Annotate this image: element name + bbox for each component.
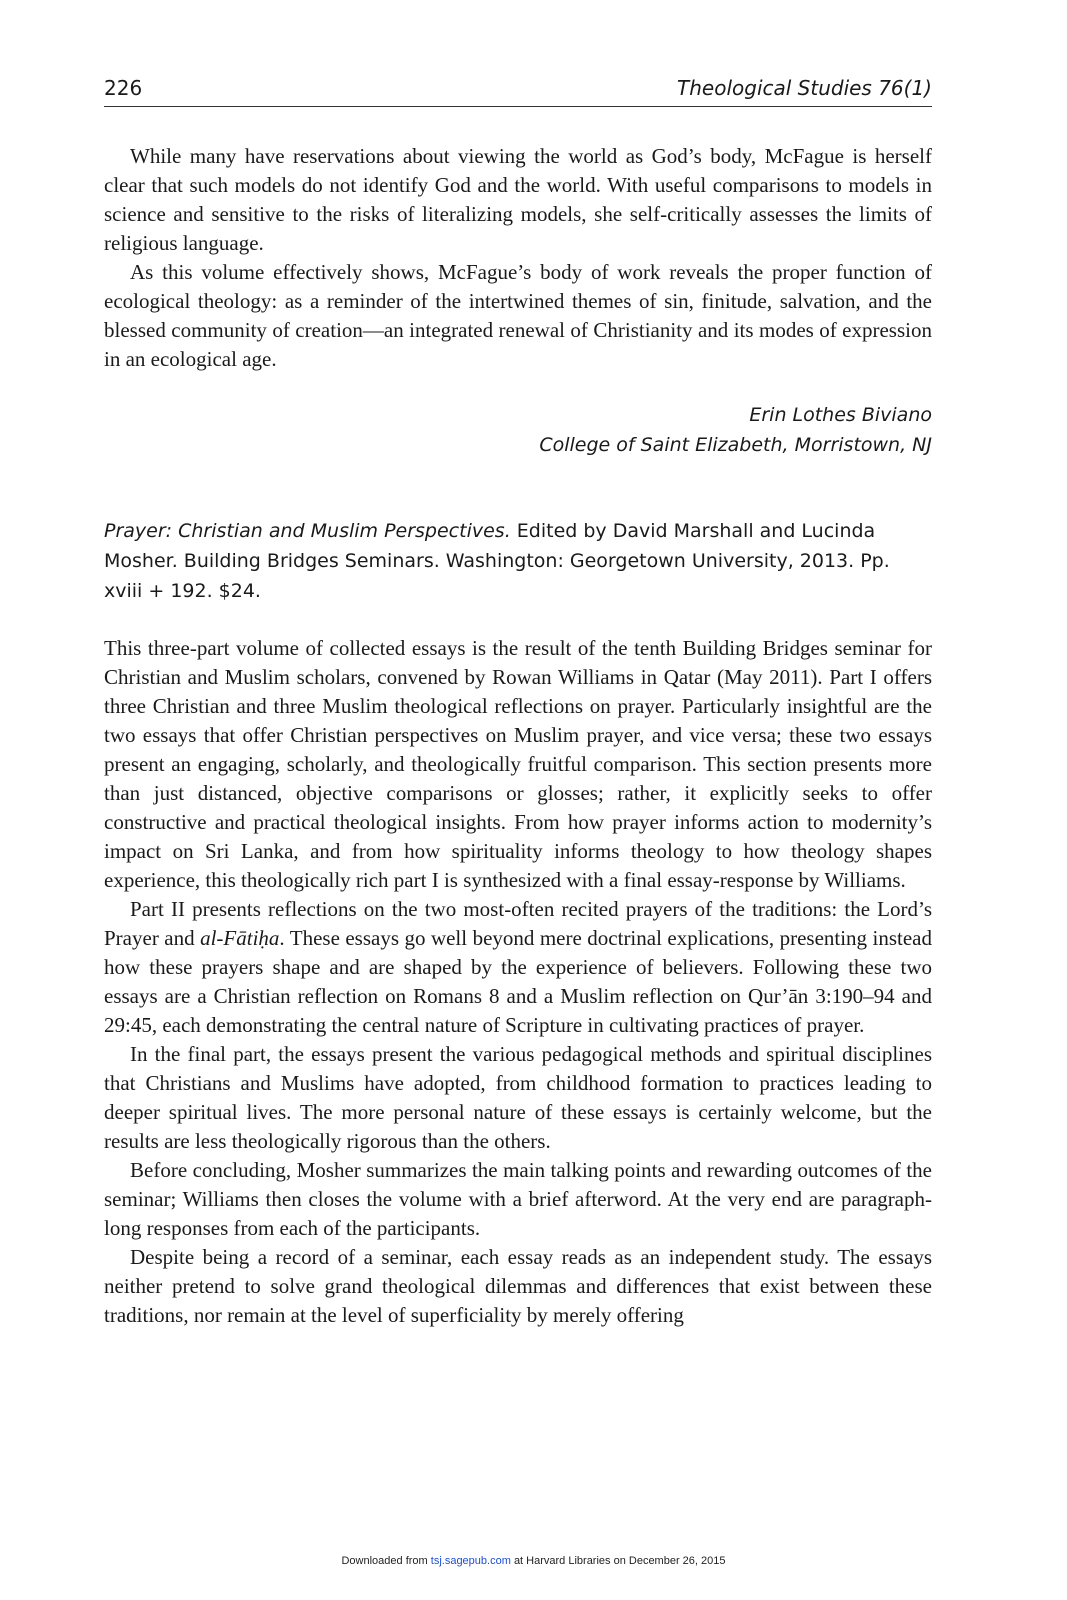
citation-details: Edited by David Marshall and Lucinda Mosher. Building Bridges Seminars. Washington: Georgetown University, 2013. Pp. xviii + 192. $24. bbox=[104, 520, 890, 602]
italic-term: al-Fātiḥa bbox=[200, 926, 280, 950]
book-citation bbox=[104, 516, 932, 606]
paragraph: As this volume effectively shows, McFague’s body of work reveals the proper function of ecological theology: as a reminder of the intertwined themes of sin, finitude, salvation, and the blessed community of creation—an integrated renewal of Christianity and its modes of expression in an ecological age. bbox=[104, 260, 932, 371]
page-number: 226 bbox=[104, 76, 143, 100]
paragraph: Part II presents reflections on the two most-often recited prayers of the traditions: the Lord’s Prayer and al-Fātiḥa. These essays go well beyond mere doctrinal explications, presenting instead how these prayers shape and are shaped by the experience of believers. Following these two essays are a Christian reflection on Romans 8 and a Muslim reflection on Qur’ān 3:190–94 and 29:45, each demonstrating the central nature of Scripture in cultivating practices of prayer. bbox=[104, 897, 933, 1037]
paragraph: While many have reservations about viewing the world as God’s body, McFague is herself clear that such models do not identify God and the world. With useful comparisons to models in science and sensitive to the risks of literalizing models, she self-critically assesses the limits of religious language. bbox=[104, 144, 932, 255]
reviewer-affiliation: College of Saint Elizabeth, Morristown, NJ bbox=[539, 434, 932, 456]
paragraph: This three-part volume of collected essays is the result of the tenth Building Bridges seminar for Christian and Muslim scholars, convened by Rowan Williams in Qatar (May 2011). Part I offers three Christian and three Muslim theological reflections on prayer. Particularly insightful are the two essays that offer Christian perspectives on Muslim prayer, and vice versa; these two essays present an engaging, scholarly, and theologically fruitful comparison. This section presents more than just distanced, objective comparisons or glosses; rather, it explicitly seeks to offer constructive and practical theological insights. From how prayer informs action to modernity’s impact on Sri Lanka, and from how spirituality informs theology to how theology shapes experience, this theologically rich part I is synthesized with a final essay-response by Williams. bbox=[104, 636, 932, 892]
book-title: Prayer: Christian and Muslim Perspectives. bbox=[104, 520, 511, 542]
paragraph: Before concluding, Mosher summarizes the main talking points and rewarding outcomes of the seminar; Williams then closes the volume with a brief afterword. At the very end are paragraph-long responses from each of the participants. bbox=[104, 1158, 932, 1240]
running-head bbox=[104, 72, 932, 107]
reviewer-signature bbox=[332, 400, 932, 460]
journal-title: Theological Studies 76(1) bbox=[677, 76, 932, 100]
review-body bbox=[104, 634, 932, 1330]
footer-prefix: Downloaded from bbox=[341, 1555, 428, 1567]
reviewer-name: Erin Lothes Biviano bbox=[749, 404, 932, 426]
footer-link[interactable]: tsj.sagepub.com bbox=[430, 1555, 511, 1567]
paragraph: Despite being a record of a seminar, each essay reads as an independent study. The essays neither pretend to solve grand theological dilemmas and differences that exist between these traditions, nor remain at the level of superficiality by merely offering bbox=[104, 1245, 932, 1327]
download-footer bbox=[0, 1555, 1067, 1567]
footer-suffix: at Harvard Libraries on December 26, 2015 bbox=[513, 1555, 726, 1567]
review-conclusion bbox=[104, 142, 932, 374]
paragraph: In the final part, the essays present the various pedagogical methods and spiritual disciplines that Christians and Muslims have adopted, from childhood formation to practices leading to deeper spiritual lives. The more personal nature of these essays is certainly welcome, but the results are less theologically rigorous than the others. bbox=[104, 1042, 932, 1153]
